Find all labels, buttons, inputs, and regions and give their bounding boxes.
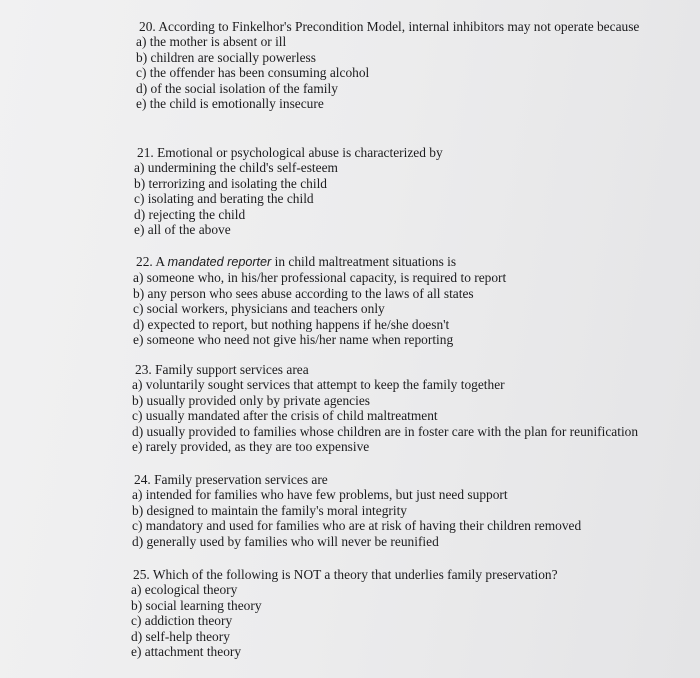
answer-option: e) attachment theory [131,644,242,660]
answer-option: c) the offender has been consuming alcohol [136,65,370,81]
question-22 [133,254,507,348]
question-23 [132,362,639,455]
question-stem [136,254,506,270]
answer-option: a) undermining the child's self-esteem [134,160,338,176]
answer-option: c) social workers, physicians and teachers only [133,301,385,317]
answer-option: d) self-help theory [131,628,230,644]
answer-option: d) usually provided to families whose children are in foster care with the plan for reunification [132,423,639,439]
answer-option: c) usually mandated after the crisis of child maltreatment [132,408,438,424]
answer-option: d) rejecting the child [134,206,246,222]
answer-option: b) any person who sees abuse according to the laws of all states [133,285,474,301]
answer-option: a) the mother is absent or ill [136,34,287,50]
question-25 [133,567,558,659]
question-24 [134,472,581,549]
answer-option: b) children are socially powerless [136,49,316,65]
answer-option: e) the child is emotionally insecure [136,96,324,112]
question-20 [136,19,640,112]
answer-option: a) intended for families who have few problems, but just need support [132,487,508,503]
answer-option: a) someone who, in his/her professional capacity, is required to report [133,270,507,286]
answer-option: e) all of the above [134,222,231,238]
answer-option: c) addiction theory [131,613,233,629]
answer-option: a) voluntarily sought services that attempt to keep the family together [132,377,505,393]
answer-option: d) expected to report, but nothing happens if he/she doesn't [133,316,450,332]
answer-option: e) someone who need not give his/her name when reporting [133,332,454,348]
question-stem: 24. Family preservation services are [134,472,328,487]
question-stem: 21. Emotional or psychological abuse is characterized by [137,145,443,160]
question-21 [134,145,443,238]
answer-option: d) of the social isolation of the family [136,80,338,96]
emphasized-term: mandated reporter [167,255,272,269]
question-stem: 23. Family support services area [135,362,309,377]
question-stem: 20. According to Finkelhor's Precondition Model, internal inhibitors may not operate because [139,19,640,34]
answer-option: d) generally used by families who will never be reunified [132,533,439,549]
answer-option: e) rarely provided, as they are too expensive [132,439,370,455]
answer-option: c) isolating and berating the child [134,191,314,207]
answer-option: c) mandatory and used for families who are at risk of having their children removed [132,518,582,534]
answer-option: b) usually provided only by private agencies [132,392,370,408]
answer-option: a) ecological theory [131,582,238,598]
question-stem: 25. Which of the following is NOT a theory that underlies family preservation? [133,567,558,582]
question-stem-prefix: 22. A [136,254,168,269]
answer-option: b) social learning theory [131,597,262,613]
question-stem-suffix: in child maltreatment situations is [271,254,457,269]
answer-option: b) designed to maintain the family's moral integrity [132,502,407,518]
answer-option: b) terrorizing and isolating the child [134,175,327,191]
